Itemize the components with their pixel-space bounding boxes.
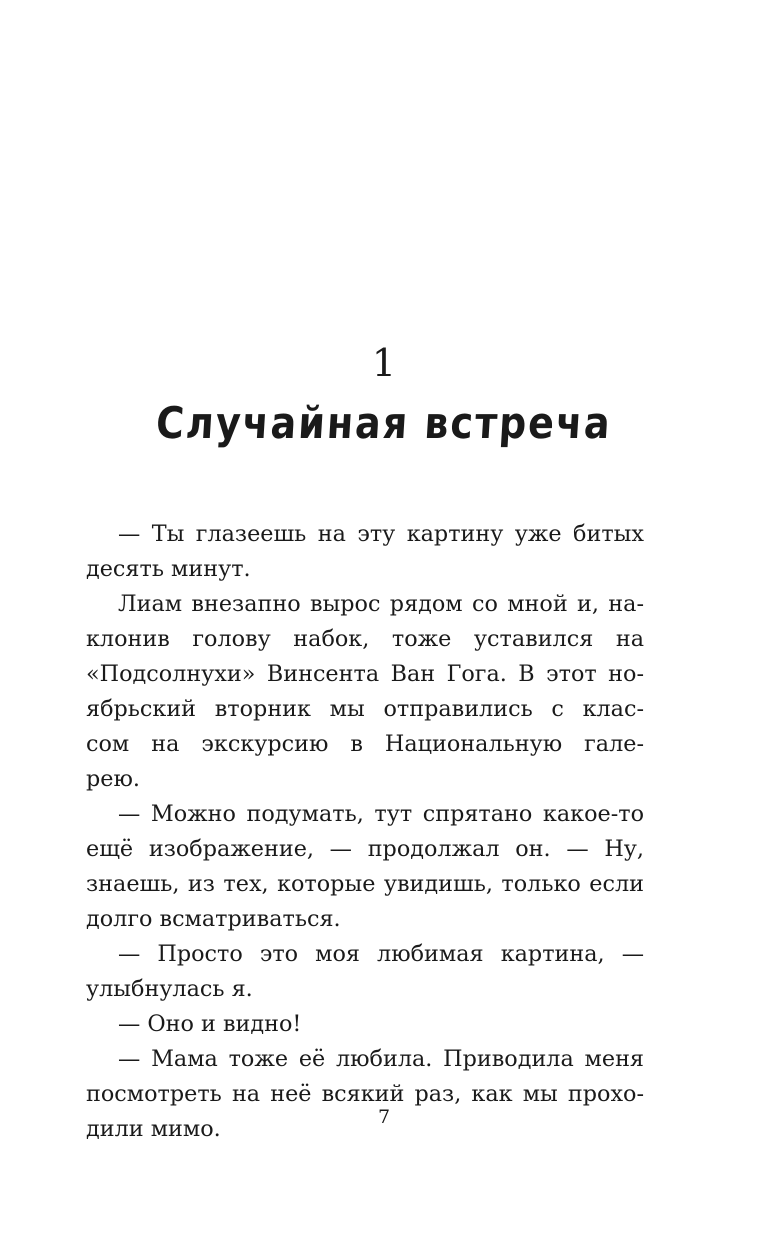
text-line: улыбнулась я. (86, 976, 253, 1002)
chapter-title: Случайная встреча (154, 397, 614, 449)
paragraph (86, 797, 644, 937)
text-line: ещё изображение, — продолжал он. — Ну, (86, 836, 644, 862)
paragraph (86, 517, 644, 587)
text-line: ябрьский вторник мы отправились с клас- (86, 696, 644, 722)
chapter-body-text (86, 517, 644, 1147)
paragraph (86, 1007, 644, 1042)
paragraph (86, 587, 644, 797)
paragraph (86, 937, 644, 1007)
text-line: клонив голову набок, тоже уставился на (86, 626, 644, 652)
text-line: десять минут. (86, 556, 251, 582)
text-line: долго всматриваться. (86, 906, 341, 932)
text-line: Лиам внезапно вырос рядом со мной и, на- (118, 591, 644, 617)
text-line: — Мама тоже её любила. Приводила меня (118, 1046, 644, 1072)
text-line: посмотреть на неё всякий раз, как мы прохо- (86, 1081, 644, 1107)
text-line: — Оно и видно! (118, 1011, 302, 1037)
text-line: «Подсолнухи» Винсента Ван Гога. В этот но- (86, 661, 644, 687)
text-line: рею. (86, 766, 140, 792)
text-line: сом на экскурсию в Национальную гале- (86, 731, 644, 757)
text-line: — Можно подумать, тут спрятано какое-то (118, 801, 644, 827)
paragraph (86, 1042, 644, 1147)
text-line: — Ты глазеешь на эту картину уже битых (118, 521, 644, 547)
text-line: дили мимо. (86, 1116, 221, 1142)
text-line: знаешь, из тех, которые увидишь, только если (86, 871, 644, 897)
text-line: — Просто это моя любимая картина, — (118, 941, 644, 967)
chapter-number: 1 (371, 341, 397, 385)
page-number: 7 (377, 1106, 391, 1128)
